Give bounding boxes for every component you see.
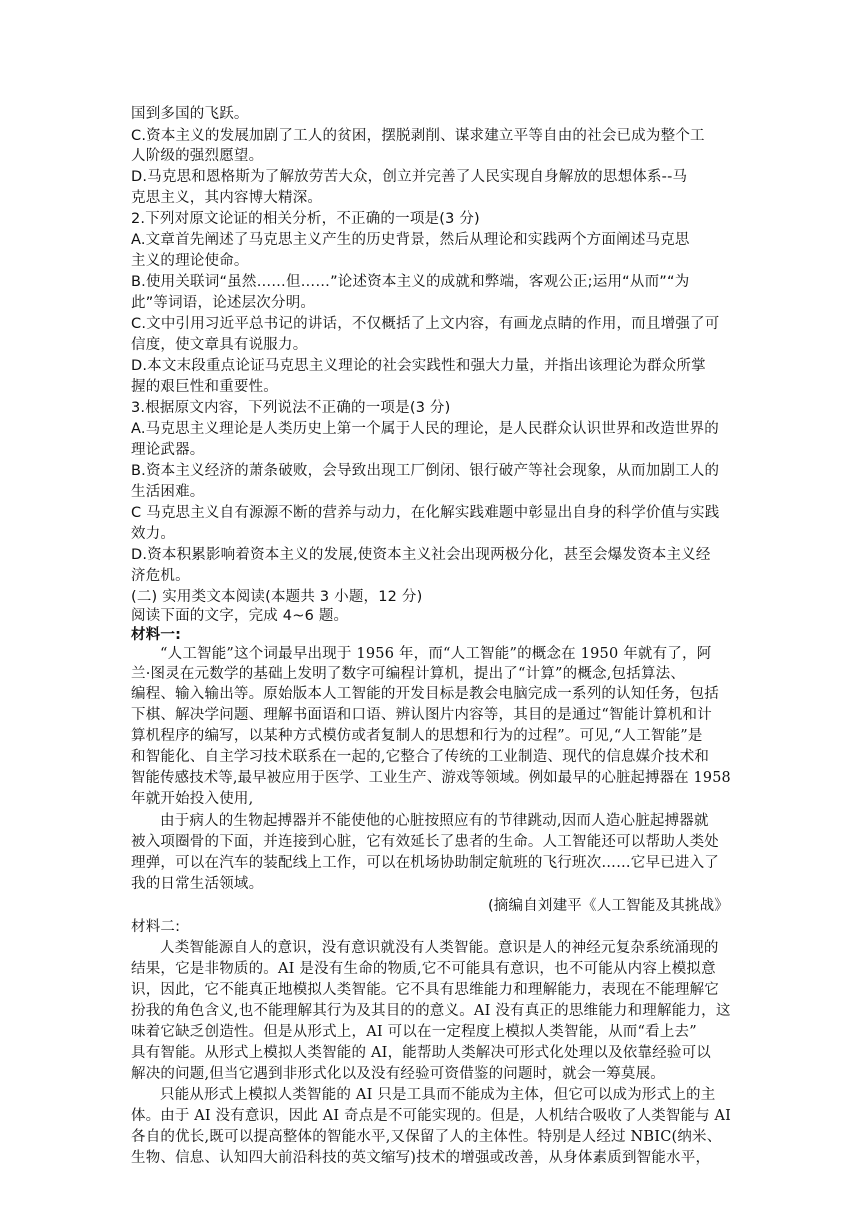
paragraph-line: 由于病人的生物起搏器并不能使他的心脏按照应有的节律跳动,因而人造心脏起搏器就 (160, 813, 709, 829)
section-heading: (二) 实用类文本阅读(本题共 3 小题，12 分) (131, 589, 423, 605)
paragraph-line: 扮我的角色含义,也不能理解其行为及其目的的意义。AI 没有真正的思维能力和理解能力，这 (131, 1003, 731, 1019)
paragraph-line: 理弹，可以在汽车的装配线上工作，可以在机场协助制定航班的飞行班次……它早已进入了 (131, 855, 719, 871)
text-line: C 马克思主义自有源源不断的营养与动力，在化解实践难题中彰显出自身的科学价值与实践 (131, 505, 720, 521)
paragraph-line: 各自的优长,既可以提高整体的智能水平,又保留了人的主体性。特别是人经过 NBIC(纳米、 (131, 1129, 722, 1145)
paragraph-line: 编程、输入输出等。原始版本人工智能的开发目标是教会电脑完成一系列的认知任务，包括 (131, 686, 719, 702)
paragraph-line: 生物、信息、认知四大前沿科技的英文缩写)技术的增强或改善，从身体素质到智能水平， (131, 1150, 711, 1166)
material-1-heading: 材料一: (131, 627, 182, 643)
paragraph-line: 和智能化、自主学习技术联系在一起的,它整合了传统的工业制造、现代的信息媒介技术和 (131, 749, 710, 765)
paragraph-line: 下棋、解决学问题、理解书面语和口语、辨认图片内容等，其目的是通过“智能计算机和计 (131, 707, 712, 723)
text-line: B.使用关联词“虽然……但……”论述资本主义的成就和弊端，客观公正;运用“从而”“为 (131, 274, 690, 290)
paragraph-line: 人类智能源自人的意识，没有意识就没有人类智能。意识是人的神经元复杂系统涌现的 (160, 940, 719, 956)
paragraph-line: 具有智能。从形式上模拟人类智能的 AI，能帮助人类解决可形式化处理以及依靠经验可以 (131, 1045, 712, 1061)
paragraph-line: 年就开始投入使用, (131, 791, 254, 807)
text-line: A.文章首先阐述了马克思主义产生的历史背景，然后从理论和实践两个方面阐述马克思 (131, 232, 690, 248)
question-2: 2.下列对原文论证的相关分析，不正确的一项是(3 分) (131, 211, 480, 227)
text-line: D.资本积累影响着资本主义的发展,使资本主义社会出现两极分化，甚至会爆发资本主义经 (131, 547, 711, 563)
paragraph-line: 味着它缺乏创造性。但是从形式上，AI 可以在一定程度上模拟人类智能，从而“看上去” (131, 1024, 697, 1040)
text-line: C.资本主义的发展加剧了工人的贫困，摆脱剥削、谋求建立平等自由的社会已成为整个工 (131, 128, 705, 144)
question-3: 3.根据原文内容，下列说法不正确的一项是(3 分) (131, 400, 451, 416)
paragraph-line: 兰·图灵在元数学的基础上发明了数字可编程计算机，提出了“计算”的概念,包括算法、 (131, 666, 686, 682)
text-line: 理论武器。 (131, 442, 205, 458)
text-line: 济危机。 (131, 568, 190, 584)
instruction: 阅读下面的文字，完成 4~6 题。 (131, 608, 349, 624)
text-line: A.马克思主义理论是人类历史上第一个属于人民的理论，是人民群众认识世界和改造世界的 (131, 421, 719, 437)
source-citation: (摘编自刘建平《人工智能及其挑战》 (487, 898, 729, 914)
text-line: 此”等词语，论述层次分明。 (131, 295, 316, 311)
text-line: C.文中引用习近平总书记的讲话，不仅概括了上文内容，有画龙点睛的作用，而且增强了可 (131, 316, 720, 332)
text-line: 国到多国的飞跃。 (131, 106, 249, 122)
text-line: 握的艰巨性和重要性。 (131, 379, 278, 395)
paragraph-line: “人工智能”这个词最早出现于 1956 年，而“人工智能”的概念在 1950 年就有了，阿 (160, 646, 712, 662)
paragraph-line: 我的日常生活领域。 (131, 876, 264, 892)
text-line: 人阶级的强烈愿望。 (131, 148, 264, 164)
text-line: 生活困难。 (131, 484, 205, 500)
text-line: B.资本主义经济的萧条破败，会导致出现工厂倒闭、银行破产等社会现象，从而加剧工人的 (131, 463, 720, 479)
text-line: 信度，使文章具有说服力。 (131, 337, 308, 353)
paragraph-line: 被入项圈骨的下面，并连接到心脏，它有效延长了患者的生命。人工智能还可以帮助人类处 (131, 834, 719, 850)
material-2-heading: 材料二: (131, 919, 181, 935)
paragraph-line: 识，因此，它不能真正地模拟人类智能。它不具有思维能力和理解能力，表现在不能理解它 (131, 982, 719, 998)
text-line: D.马克思和恩格斯为了解放劳苦大众，创立并完善了人民实现自身解放的思想体系--马 (131, 169, 688, 185)
text-line: D.本文末段重点论证马克思主义理论的社会实践性和强大力量，并指出该理论为群众所掌 (131, 358, 706, 374)
paragraph-line: 智能传感技术等,最早被应用于医学、工业生产、游戏等领域。例如最早的心脏起搏器在 1958 (131, 770, 731, 786)
paragraph-line: 算机程序的编写，以某种方式模仿或者复制人的思想和行为的过程”。可见,“人工智能”是 (131, 728, 703, 744)
paragraph-line: 只能从形式上模拟人类智能的 AI 只是工具而不能成为主体，但它可以成为形式上的主 (160, 1087, 716, 1103)
paragraph-line: 解决的问题,但当它遇到非形式化以及没有经验可资借鉴的问题时，就会一筹莫展。 (131, 1066, 666, 1082)
text-line: 主义的理论使命。 (131, 253, 249, 269)
text-line: 克思主义，其内容博大精深。 (131, 190, 323, 206)
paragraph-line: 体。由于 AI 没有意识，因此 AI 奇点是不可能实现的。但是，人机结合吸收了人类智能与 AI (131, 1108, 732, 1124)
paragraph-line: 结果，它是非物质的。AI 是没有生命的物质,它不可能具有意识，也不可能从内容上模拟意 (131, 961, 716, 977)
text-line: 效力。 (131, 526, 176, 542)
